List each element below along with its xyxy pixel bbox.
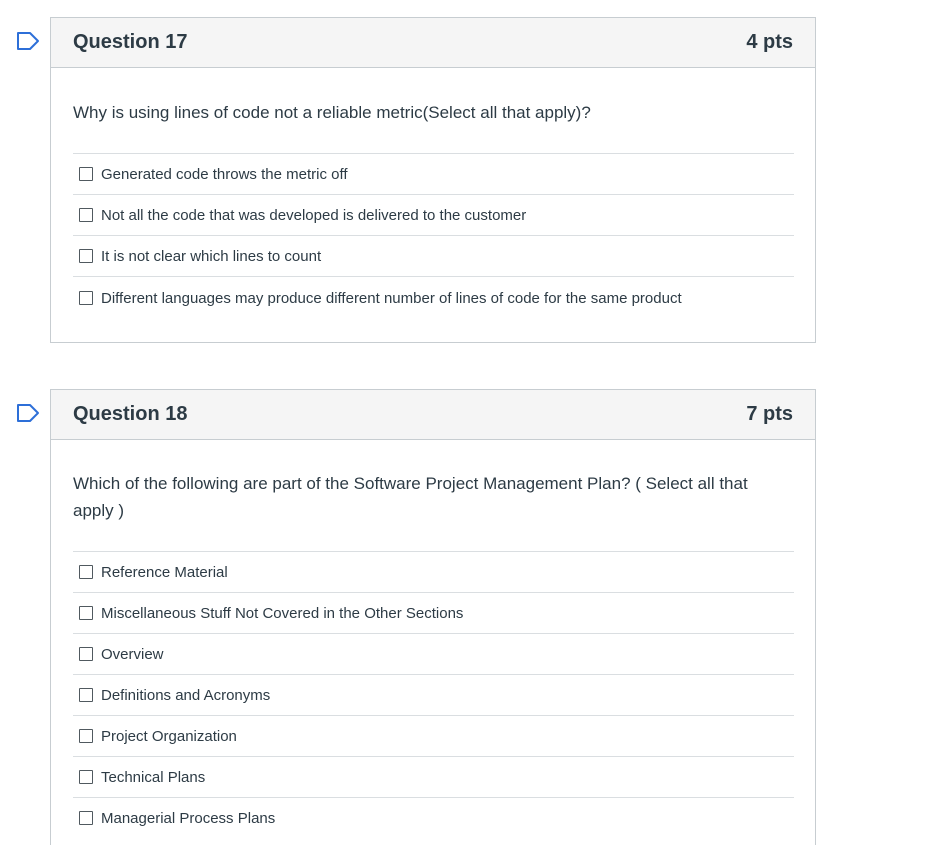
answer-label: Not all the code that was developed is delivered to the customer (101, 206, 527, 224)
checkbox[interactable] (79, 167, 93, 181)
answer-option[interactable] (73, 551, 794, 592)
question-18 (50, 389, 816, 845)
checkbox[interactable] (79, 249, 93, 263)
checkbox[interactable] (79, 606, 93, 620)
answer-label: Miscellaneous Stuff Not Covered in the Other Sections (101, 604, 464, 622)
answer-option[interactable] (73, 235, 794, 276)
answer-label: Different languages may produce different number of lines of code for the same product (101, 289, 682, 307)
answer-option[interactable] (73, 633, 794, 674)
checkbox[interactable] (79, 688, 93, 702)
checkbox[interactable] (79, 208, 93, 222)
checkbox[interactable] (79, 565, 93, 579)
question-points: 7 pts (746, 403, 793, 425)
question-17 (50, 17, 816, 343)
answer-label: Managerial Process Plans (101, 809, 276, 827)
question-text: Why is using lines of code not a reliable metric(Select all that apply)? (73, 103, 591, 122)
answer-option[interactable] (73, 276, 794, 319)
answer-label: Overview (101, 645, 164, 663)
question-title: Question 18 (73, 403, 188, 425)
answer-option[interactable] (73, 592, 794, 633)
question-header (51, 390, 815, 440)
answer-list (73, 153, 794, 319)
checkbox[interactable] (79, 291, 93, 305)
flag-question-icon[interactable] (16, 32, 40, 50)
answer-label: Reference Material (101, 563, 228, 581)
answer-option[interactable] (73, 797, 794, 838)
question-points: 4 pts (746, 31, 793, 53)
answer-label: Technical Plans (101, 768, 206, 786)
answer-label: Project Organization (101, 727, 237, 745)
checkbox[interactable] (79, 647, 93, 661)
flag-question-icon[interactable] (16, 404, 40, 422)
answer-option[interactable] (73, 756, 794, 797)
checkbox[interactable] (79, 729, 93, 743)
question-text: Which of the following are part of the Software Project Management Plan? ( Select all that apply ) (73, 474, 748, 520)
answer-option[interactable] (73, 153, 794, 194)
checkbox[interactable] (79, 770, 93, 784)
question-body (51, 68, 815, 319)
checkbox[interactable] (79, 811, 93, 825)
answer-list (73, 551, 794, 838)
answer-option[interactable] (73, 715, 794, 756)
answer-label: Generated code throws the metric off (101, 165, 348, 183)
answer-label: It is not clear which lines to count (101, 247, 322, 265)
answer-label: Definitions and Acronyms (101, 686, 271, 704)
question-title: Question 17 (73, 31, 188, 53)
question-header (51, 18, 815, 68)
answer-option[interactable] (73, 194, 794, 235)
answer-option[interactable] (73, 674, 794, 715)
question-body (51, 440, 815, 838)
